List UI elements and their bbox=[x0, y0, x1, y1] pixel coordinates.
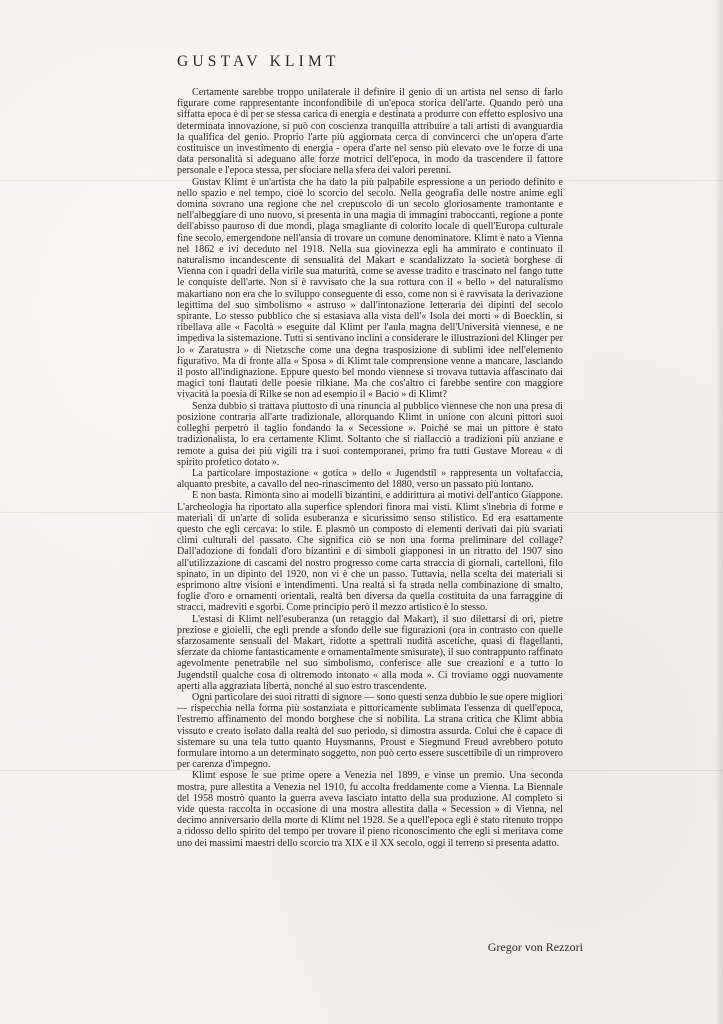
article-paragraph: Certamente sarebbe troppo unilaterale il definire il genio di un artista nel senso di farlo figurare come rappresentante inconfondibile di un'epoca storica dell'arte. Quando però una siffatta epoca è di per se stessa carica di energia e destinata a produrre con effetto esplosivo una determinata innovazione, si può con coscienza tranquilla attribuire a tali artisti di avanguardia la qualifica del genio. Proprio l'arte più aggiornata cerca di convincerci che un'opera d'arte costituisce un investimento di energia - opera d'arte nel senso più elevato ove le forze di una data personalità si adeguano alle forze motrici dell'epoca, in modo da trascendere il fattore personale e l'epoca stessa, per sfociare nella sfera dei valori perenni. bbox=[177, 87, 563, 177]
article-paragraph: Senza dubbio si trattava piuttosto di una rinuncia al pubblico viennese che non una presa di posizione contraria all'arte tradizionale, allorquando Klimt in unione con alcuni pittori suoi colleghi perpetrò il taglio fondando la « Secessione ». Poiché se mai un pittore è stato tradizionalista, lo era certamente Klimt. Soltanto che si riallacciò a tradizioni più anziane e remote a guisa dei più vigili tra i suoi contemporanei, primo fra tutti Gustave Moreau « di spirito profetico dotato ». bbox=[177, 400, 563, 468]
article-paragraph: E non basta. Rimonta sino ai modelli bizantini, e addirittura ai motivi dell'antico Giappone. L'archeologia ha riportato alla superfice splendori finora mai visti. Klimt s'inebria di forme e materiali di un'arte di solida esuberanza e sicurissimo senso stilistico. Ed era esattamente questo che egli cercava: lo stile. E plasmò un composto di elementi derivati dai più svariati climi culturali del passato. Che significa ciò se non una forma preliminare del collage? Dall'adozione di fondali d'oro bizantini e di simboli giapponesi in un ritratto del 1907 sino all'utilizzazione di cascami del nostro progresso come carta straccia di giornali, cartelloni, filo spinato, in un dipinto del 1920, non vi è che un passo. Tuttavia, nella scelta dei materiali si esprimono altre visioni e intendimenti. Una realtà si fa strada nella combinazione di smalto, foglie d'oro e ornamenti orientali, realtà ben diversa da quella costituita da una farraggine di stracci, madreviti e sgorbi. Come principio però il mezzo artistico è lo stesso. bbox=[177, 490, 563, 614]
paper-edge-shadow bbox=[715, 0, 723, 1024]
article bbox=[177, 52, 563, 849]
article-paragraph: Ogni particolare dei suoi ritratti di signore — sono questi senza dubbio le sue opere migliori — rispecchia nella forma più sostanziata e pittoricamente sublimata l'essenza di quell'epoca, l'estremo affinamento del mondo borghese che si nobilita. La strana critica che Klimt abbia vissuto e creato isolato dalla realtà del suo periodo, si dimostra assurda. Colui che è capace di sistemare su una tela tutto quanto Huysmanns, Proust e Siegmund Freud avrebbero potuto formulare intorno a un determinato soggetto, non può certo essere suscettibile di un rimprovero per carenza d'impegno. bbox=[177, 691, 563, 771]
article-title: GUSTAV KLIMT bbox=[177, 53, 340, 70]
article-paragraph: Gustav Klimt è un'artista che ha dato la più palpabile espressione a un periodo definito e nello spazio e nel tempo, cioè lo scorcio del secolo. Nella geografia delle nostre anime egli domina sovrano una regione che nel crepuscolo di un secolo gloriosamente tramontante e nell'albeggiare di uno nuovo, si presenta in una magia di immagini traboccanti, regione a ponte dell'abisso pauroso di due mondi, plaga smagliante di colorito locale di quell'Europa culturale fine secolo, emergendone nell'ansia di trovare un comune denominatore. Klimt è nato a Vienna nel 1862 e ivi deceduto nel 1918. Nella sua giovinezza egli ha ammirato e continuato il naturalismo incandescente di sensualità del Makart e scandalizzato la società borghese di Vienna con i quadri della virile sua maturità, come se avesse tradito e trascinato nel fango tutte le conquiste dell'arte. Non si è ravvisato che la sua rottura con il « bello » del naturalismo makartiano non era che lo sviluppo conseguente di esso, come non si è ravvisata la derivazione legittima del suo simbolismo « astruso » dall'intonazione letteraria dei dipinti del secolo spirante. Lo stesso pubblico che si estasiava alla vista dell'« Isola dei morti » di Boecklin, si ribellava alle « Facoltà » eseguite dal Klimt per l'aula magna dell'Università viennese, e ne impediva la sistemazione. Tutti si sentivano inclini a considerare le illustrazioni del Klinger per lo « Zaratustra » di Nietzsche come una degna trasposizione di sublimi idee nell'elemento figurativo. Ma di fronte alla « Sposa » di Klimt tale comprensione venne a mancare, lasciando il posto all'indignazione. Eppure questo bel mondo viennese si trovava tuttavia affascinato dai magici toni flautati delle poesie rilkiane. Ma che cos'altro ci farebbe sentire con maggiore vivacità la poesia di Rilke se non ad esempio il « Bacio » di Klimt? bbox=[177, 176, 563, 401]
article-paragraph: La particolare impostazione « gotica » dello « Jugendstil » rappresenta un voltafaccia, alquanto presbite, a cavallo del neo-rinascimento del 1880, verso un passato più lontano. bbox=[177, 467, 563, 491]
author-signature: Gregor von Rezzori bbox=[487, 940, 583, 954]
article-paragraph: Klimt espose le sue prime opere a Venezia nel 1899, e vinse un premio. Una seconda mostra, pure allestita a Venezia nel 1910, fu accolta freddamente come a Vienna. La Biennale del 1958 mostrò quanto la guerra aveva lasciato intatto della sua produzione. Al completo si vide questa raccolta in occasione di una mostra allestita dalla « Secession » di Vienna, nel decimo anniversario della morte di Klimt nel 1928. Se a quell'epoca egli è stato ritenuto troppo a ridosso dello spirito del tempo per trovare il pieno riconoscimento che egli si meritava come uno dei massimi maestri dello scorcio tra XIX e il XX secolo, oggi il terreno si presenta adatto. bbox=[177, 770, 563, 849]
article-paragraph: L'estasi di Klimt nell'esuberanza (un retaggio dal Makart), il suo dilettarsi di ori, pietre preziose e gioielli, che egli prende a sfondo delle sue figurazioni (ora in contrasto con quelle sfarzosamente sensuali del Makart, ridotte a spettrali nudità ascetiche, quasi di flagellanti, sferzate da chiome fantasticamente e ornamentalmente smisurate), il suo contrappunto raffinato agevolmente penetrabile nel suo simbolismo, conferisce alle sue creazioni e a tutto lo Jugendstil qualche cosa di oltremodo intonato « alla moda ». Ci troviamo oggi nuovamente aperti alla aggraziata libertà, nonché al suo estro trascendente. bbox=[177, 613, 563, 692]
